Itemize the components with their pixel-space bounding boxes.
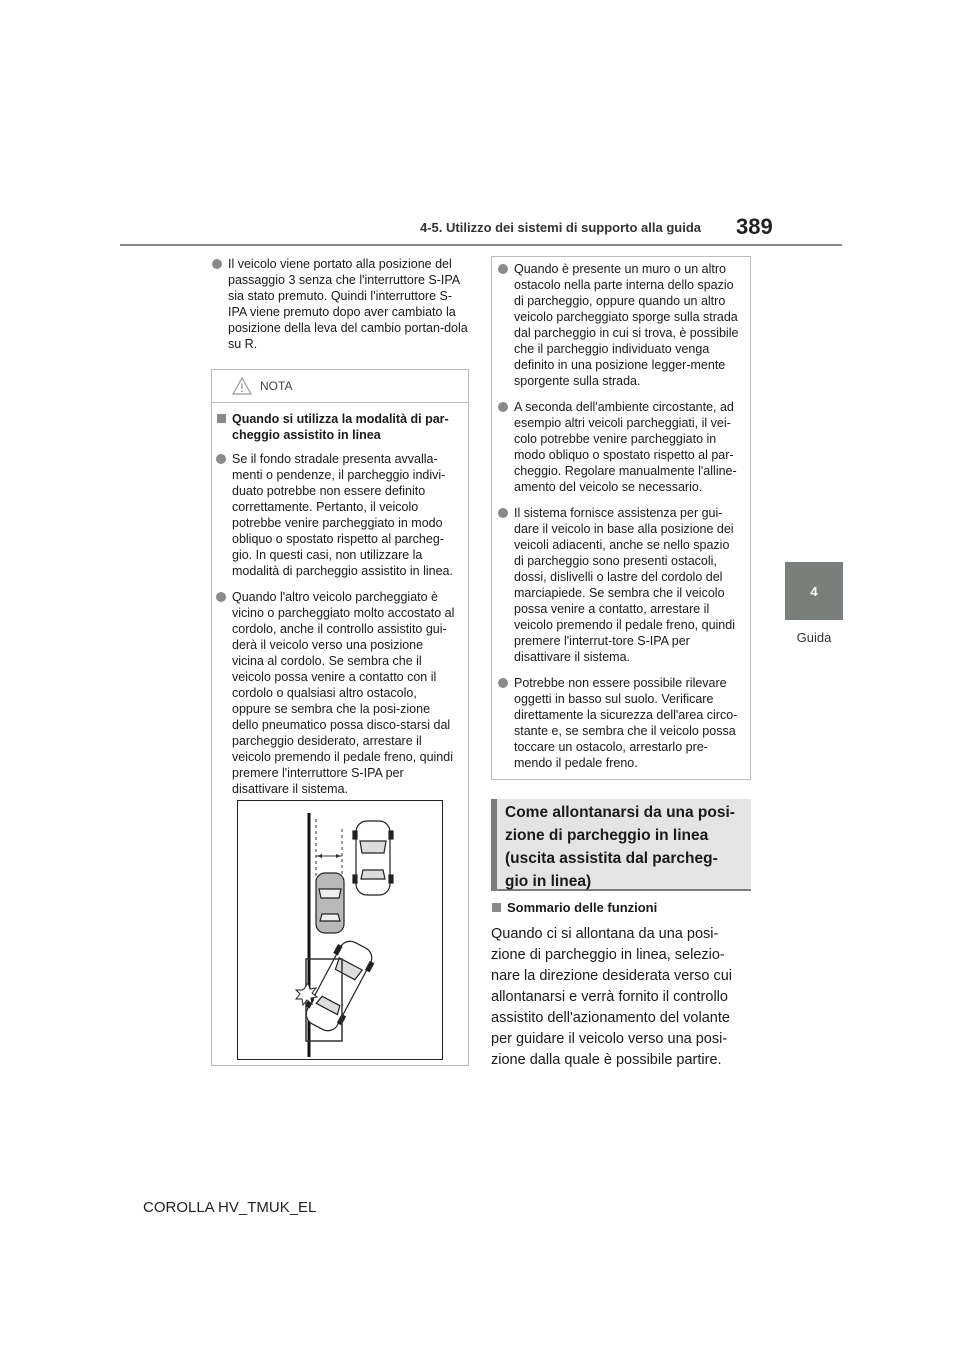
summary-paragraph: Quando ci si allontana da una posi- zione di parcheggio in linea, selezio- nare la direzione desiderata verso cui allontanarsi e verrà fornito il controllo assistito dell'azionamento del volante per guidare il veicolo verso una posi- zione dalla quale è possibile partire. — [491, 926, 732, 1068]
nota-subheading-text: Quando si utilizza la modalità di par-cheggio assistito in linea — [232, 412, 449, 442]
warning-triangle-icon — [232, 376, 252, 396]
intro-bullet — [212, 256, 468, 362]
list-item — [498, 505, 742, 665]
section-heading-line: zione di parcheggio in linea — [505, 827, 709, 844]
list-item — [498, 261, 742, 389]
chapter-label: Guida — [796, 630, 832, 645]
bullet-icon — [216, 454, 226, 464]
bullet-icon — [498, 508, 508, 518]
section-heading-line: gio in linea) — [505, 873, 592, 890]
header-divider — [120, 244, 842, 246]
intro-bullet-text: Il veicolo viene portato alla posizione del passaggio 3 senza che l'interruttore S-IPA sia stato premuto. Quindi l'interruttore S-IPA viene premuto dopo aver cambiato la posizione della leva del cambio portan-dola su R. — [228, 257, 468, 351]
square-bullet-icon — [217, 414, 226, 423]
caution-text: Potrebbe non essere possibile rilevare oggetti in basso sul suolo. Verificare direttamente la sicurezza dell'area circo-stante e, se sembra che il veicolo possa toccare un ostacolo, arrestarlo pre-mendo il pedale freno. — [514, 676, 738, 770]
list-item — [216, 589, 458, 797]
page-number: 389 — [736, 214, 773, 239]
section-heading — [491, 799, 751, 891]
nota-header — [212, 370, 468, 403]
bullet-icon — [498, 402, 508, 412]
header-section-title: 4-5. Utilizzo dei sistemi di supporto alla guida — [420, 220, 701, 235]
bullet-icon — [498, 264, 508, 274]
parking-illustration — [237, 800, 443, 1060]
bullet-icon — [216, 592, 226, 602]
nota-bullet-text: Quando l'altro veicolo parcheggiato è vicino o parcheggiato molto accostato al cordolo, anche il controllo assistito gui-derà il veicolo verso una posizione vicina al cordolo. Se sembra che il veicolo possa venire a contatto con il cordolo o qualsiasi altro ostacolo, oppure se sembra che la posi-zione dello pneumatico possa disco-starsi dal parcheggio desiderato, arrestare il veicolo premendo il pedale freno, quindi premere l'interruttore S-IPA per disattivare il sistema. — [232, 590, 455, 796]
list-item — [212, 256, 468, 352]
list-item — [498, 399, 742, 495]
nota-body — [212, 403, 468, 797]
summary-title — [491, 900, 767, 915]
section-heading-line: (uscita assistita dal parcheg- — [505, 850, 718, 867]
bullet-icon — [498, 678, 508, 688]
caution-text: Il sistema fornisce assistenza per gui-dare il veicolo in base alla posizione dei veicoli adiacenti, anche se nello spazio di parcheggio sono presenti ostacoli, dossi, dislivelli o lastre del cordolo del marciapiede. Se sembra che il veicolo possa venire a contatto, arrestare il veicolo premendo il pedale freno, quindi premere l'interrut-tore S-IPA per disattivare il sistema. — [514, 506, 735, 664]
caution-text: Quando è presente un muro o un altro ostacolo nella parte interna dello spazio di parcheggio, oppure quando un altro veicolo parcheggiato sporge sulla strada dal parcheggio in cui si trova, è possibile che il parcheggio individuato venga definito in una posizione legger-mente sporgente sulla strada. — [514, 262, 739, 388]
footer-model: COROLLA HV_TMUK_EL — [143, 1199, 317, 1216]
nota-title: NOTA — [260, 379, 293, 393]
section-heading-line: Come allontanarsi da una posi- — [505, 804, 735, 821]
caution-text: A seconda dell'ambiente circostante, ad esempio altri veicoli parcheggiati, il vei-colo potrebbe venire parcheggiato in modo obliquo o spostato rispetto al par-cheggio. Regolare manualmente l'alline-amento del veicolo se necessario. — [514, 400, 737, 494]
parallel-parking-diagram — [238, 801, 442, 1059]
chapter-tab: 4 — [785, 562, 843, 620]
list-item — [216, 451, 458, 579]
bullet-icon — [212, 259, 222, 269]
heading-accent-bar — [491, 799, 497, 891]
cautions-box — [491, 256, 751, 780]
list-item — [498, 675, 742, 771]
square-bullet-icon — [492, 903, 501, 912]
nota-subheading — [216, 411, 458, 443]
nota-bullet-text: Se il fondo stradale presenta avvalla-menti o pendenze, il parcheggio indivi-duato potrebbe non essere definito correttamente. Pertanto, il veicolo potrebbe venire parcheggiato in modo obliquo o spostato rispetto al parcheg-gio. In questi casi, non utilizzare la modalità di parcheggio assistito in linea. — [232, 452, 453, 578]
summary-title-text: Sommario delle funzioni — [507, 900, 658, 915]
